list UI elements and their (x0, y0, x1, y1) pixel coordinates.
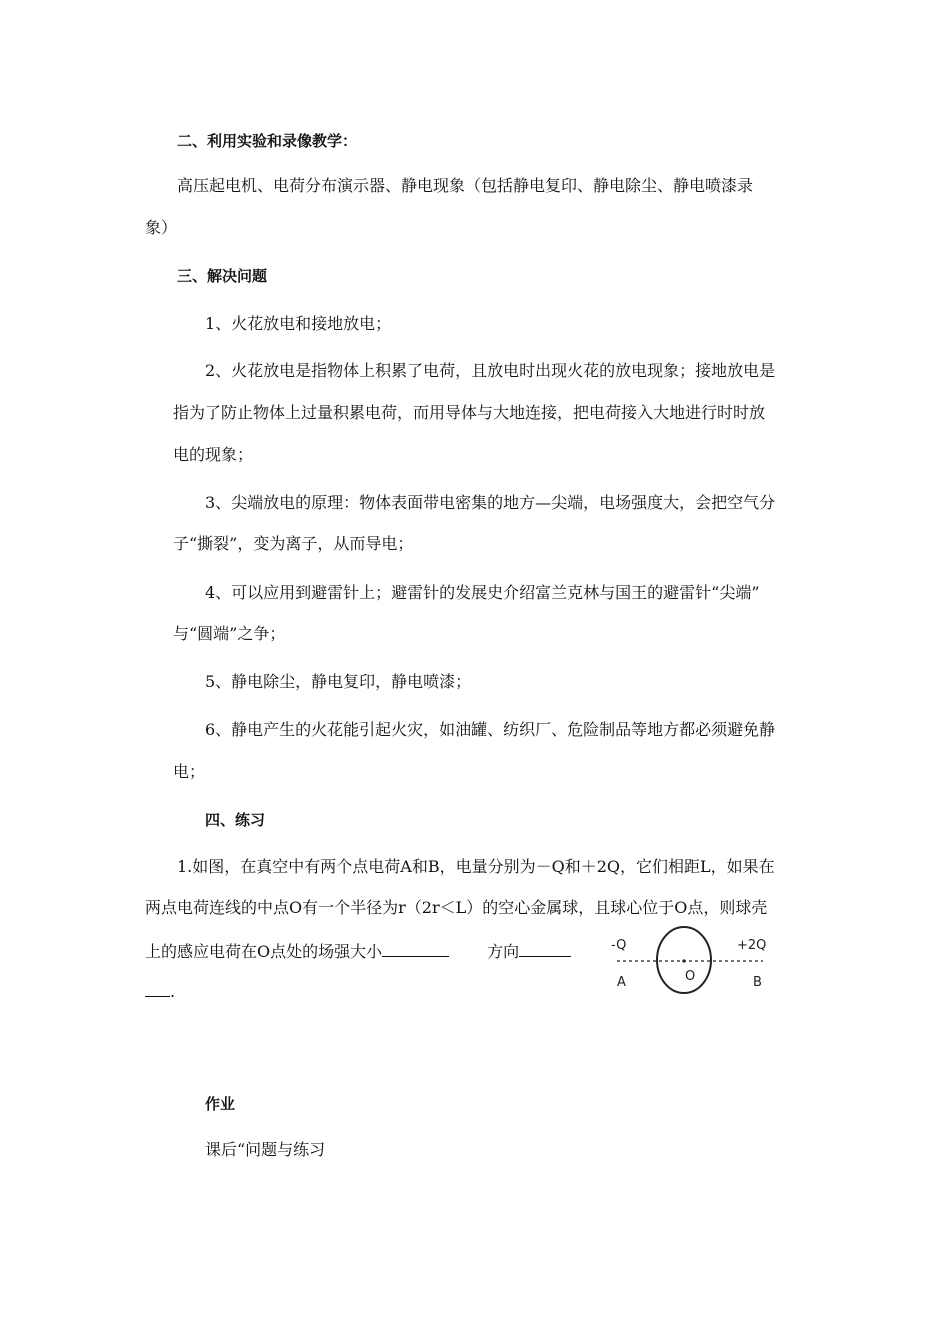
section3-item3-line2: 子“撕裂”，变为离子，从而导电； (173, 534, 414, 553)
homework-heading: 作业 (205, 1095, 236, 1113)
section3-item4-line1: 4、可以应用到避雷针上；避雷针的发展史介绍富兰克林与国王的避雷针“尖端” (205, 583, 760, 602)
answer-blank-direction-cont (145, 981, 170, 997)
question1-line1: 1.如图，在真空中有两个点电荷A和B，电量分别为－Q和＋2Q，它们相距L，如果在 (177, 857, 775, 876)
section2-line1: 高压起电机、电荷分布演示器、静电现象（包括静电复印、静电除尘、静电喷漆录 (177, 176, 754, 195)
question1-line2: 两点电荷连线的中点O有一个半径为r（2r＜L）的空心金属球，且球心位于O点，则球壳 (145, 898, 768, 917)
section3-heading: 三、解决问题 (177, 267, 268, 285)
figure-point-a: A (617, 975, 626, 990)
figure-right-charge: +2Q (737, 938, 767, 953)
question1-line3 (145, 941, 571, 962)
homework-text: 课后“问题与练习 (205, 1140, 326, 1159)
section3-item2-line2: 指为了防止物体上过量积累电荷，而用导体与大地连接，把电荷接入大地进行时时放 (173, 403, 766, 422)
question1-line4 (145, 981, 175, 1002)
sphere-center-point (682, 959, 685, 962)
section3-item6-line1: 6、静电产生的火花能引起火灾，如油罐、纺织厂、危险制品等地方都必须避免静 (205, 720, 776, 739)
figure-center-o: O (685, 969, 696, 984)
section2-line2: 象） (145, 218, 178, 237)
answer-blank-magnitude (382, 941, 449, 957)
section3-item2-line1: 2、火花放电是指物体上积累了电荷，且放电时出现火花的放电现象；接地放电是 (205, 361, 776, 380)
charges-sphere-figure (605, 925, 775, 995)
question1-line3-text: 上的感应电荷在O点处的场强大小 (145, 942, 383, 961)
question1-direction-label: 方向 (487, 942, 520, 961)
section3-item3-line1: 3、尖端放电的原理：物体表面带电密集的地方—尖端，电场强度大，会把空气分 (205, 493, 776, 512)
section3-item4-line2: 与“圆端”之争； (173, 624, 286, 643)
answer-blank-direction (519, 941, 571, 957)
question1-period: . (170, 982, 176, 1001)
figure-left-charge: -Q (611, 938, 627, 953)
section3-item5: 5、静电除尘，静电复印，静电喷漆； (205, 672, 472, 691)
section3-item2-line3: 电的现象； (173, 445, 254, 464)
section4-heading: 四、练习 (205, 811, 266, 829)
section3-item6-line2: 电； (173, 762, 206, 781)
section2-heading: 二、利用实验和录像教学： (177, 132, 358, 150)
figure-point-b: B (753, 975, 762, 990)
section3-item1: 1、火花放电和接地放电； (205, 314, 392, 333)
